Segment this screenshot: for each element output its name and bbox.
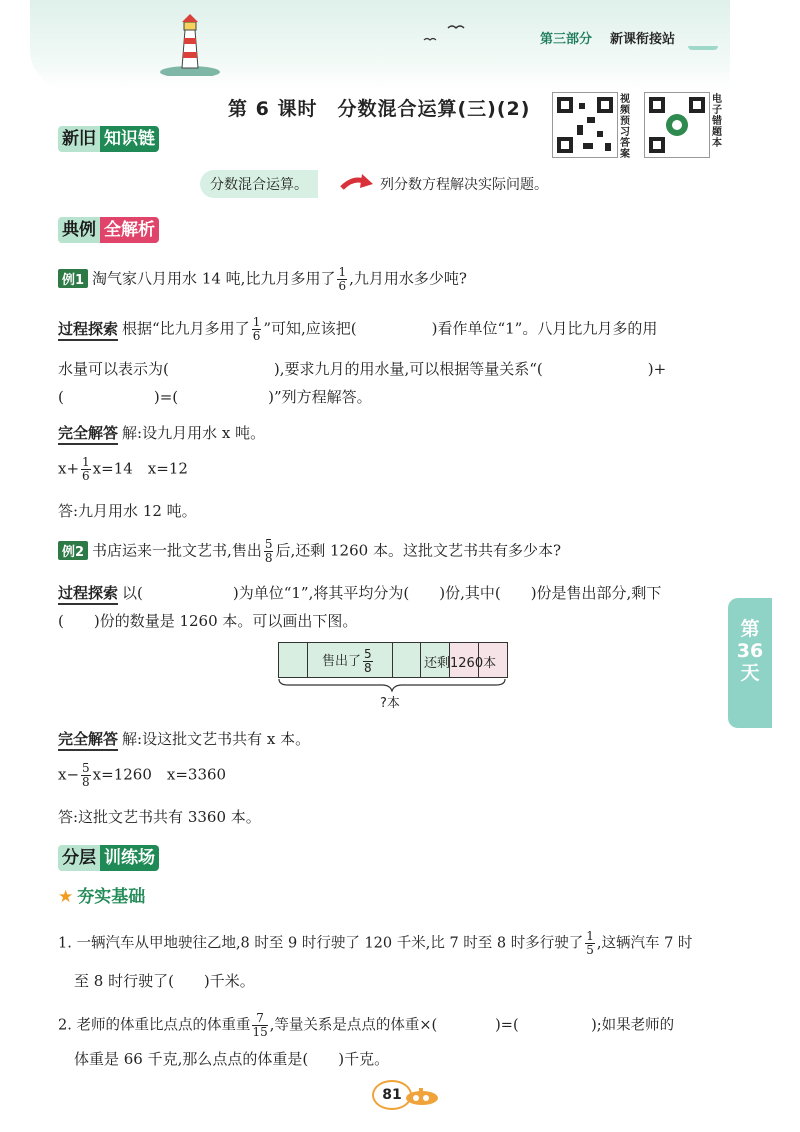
section-part: 第三部分 xyxy=(540,32,593,47)
denominator: 8 xyxy=(82,775,90,789)
tag-part-a: 典例 xyxy=(58,217,100,243)
example1-explore-line3: ( )=( )”列方程解答。 xyxy=(58,388,372,406)
text: x− xyxy=(58,765,80,784)
tag-part-a: 分层 xyxy=(58,845,100,871)
denominator: 6 xyxy=(252,329,261,343)
brace-icon xyxy=(278,678,506,692)
page-number: 81 xyxy=(372,1080,412,1110)
side-tab-line: 第 xyxy=(740,618,760,640)
fraction xyxy=(81,762,91,789)
example2-explore-line2: ( )份的数量是 1260 本。可以画出下图。 xyxy=(58,612,358,630)
example1-question xyxy=(58,266,467,293)
denominator: 5 xyxy=(586,943,594,957)
text: 售出了 xyxy=(322,654,362,669)
example2-equation xyxy=(58,762,226,789)
examples-tag xyxy=(58,217,159,243)
numerator: 1 xyxy=(252,315,261,329)
birds-icon xyxy=(420,20,480,50)
practice-tag xyxy=(58,845,159,871)
fraction xyxy=(363,648,373,675)
text: 2. 老师的体重比点点的体重重 xyxy=(58,1017,251,1034)
denominator: 6 xyxy=(82,469,90,483)
numerator: 1 xyxy=(82,455,90,469)
answer-label: 完全解答 xyxy=(58,730,118,751)
text: ,等量关系是点点的体重×( )=( );如果老师的 xyxy=(269,1017,675,1034)
text: x+ xyxy=(58,459,80,478)
fraction xyxy=(264,538,274,565)
knowledge-chain-tag xyxy=(58,126,159,152)
diagram-remaining-label: 还剩1260本 xyxy=(424,656,497,671)
text: 夯实基础 xyxy=(77,887,146,907)
bar-segment xyxy=(393,643,422,677)
section-name: 新课衔接站 xyxy=(610,32,676,47)
lesson-title: 第 6 课时 分数混合运算(三)(2) xyxy=(228,98,531,120)
text: 解:设九月用水 x 吨。 xyxy=(122,424,266,442)
fraction xyxy=(252,1012,267,1039)
arrow-right-icon xyxy=(340,172,374,194)
side-tab-line: 天 xyxy=(740,662,760,684)
answer-label: 完全解答 xyxy=(58,424,118,445)
day-side-tab[interactable] xyxy=(728,598,772,728)
example2-explore-line1 xyxy=(58,582,661,603)
numerator: 1 xyxy=(338,265,347,279)
text: ,这辆汽车 7 时 xyxy=(596,935,693,952)
practice-subhead xyxy=(58,882,145,907)
fraction xyxy=(337,266,347,293)
example1-explore-line1 xyxy=(58,316,657,343)
chain-to: 列分数方程解决实际问题。 xyxy=(380,177,548,193)
fraction xyxy=(252,316,262,343)
numerator: 7 xyxy=(252,1012,267,1026)
star-icon: ★ xyxy=(58,887,74,907)
text: x=14 x=12 xyxy=(92,459,188,478)
question-1-line1 xyxy=(58,930,692,957)
tag-part-b: 全解析 xyxy=(100,217,159,243)
explore-label: 过程探索 xyxy=(58,584,118,605)
submarine-icon xyxy=(404,1086,440,1106)
bar-segment xyxy=(279,643,308,677)
numerator: 1 xyxy=(586,929,594,943)
qr1-label: 视频预习答案 xyxy=(620,94,630,160)
example2-answer xyxy=(58,728,310,749)
numerator: 5 xyxy=(82,761,90,775)
fraction xyxy=(81,456,91,483)
text: 后,还剩 1260 本。这批文艺书共有多少本? xyxy=(275,541,561,560)
section-tab-decoration xyxy=(688,26,718,50)
text: ”可知,应该把( )看作单位“1”。八月比九月多的用 xyxy=(263,319,658,338)
text: 淘气家八月用水 14 吨,比九月多用了 xyxy=(92,269,336,288)
example1-equation xyxy=(58,456,188,483)
knowledge-chain xyxy=(200,170,600,198)
side-tab-line: 36 xyxy=(736,640,764,662)
numerator: 5 xyxy=(264,537,273,551)
tag-part-a: 新旧 xyxy=(58,126,100,152)
tag-part-b: 知识链 xyxy=(100,126,159,152)
example1-explore-line2: 水量可以表示为( ),要求九月的用水量,可以根据等量关系“( )+ xyxy=(58,360,667,378)
text: 根据“比九月多用了 xyxy=(122,319,250,338)
example1-answer xyxy=(58,422,265,443)
example1-conclusion: 答:九月用水 12 吨。 xyxy=(58,502,197,520)
chain-from: 分数混合运算。 xyxy=(200,170,318,198)
text: 解:设这批文艺书共有 x 本。 xyxy=(122,730,311,748)
text: 书店运来一批文艺书,售出 xyxy=(92,541,262,560)
example-tag: 例2 xyxy=(58,541,88,560)
denominator: 6 xyxy=(338,279,347,293)
denominator: 8 xyxy=(264,551,273,565)
diagram-total-label: ?本 xyxy=(380,696,400,711)
text: ,九月用水多少吨? xyxy=(349,269,467,288)
diagram-sold-label xyxy=(322,648,375,675)
qr-code-icon[interactable] xyxy=(552,92,618,158)
denominator: 15 xyxy=(252,1025,268,1039)
question-2-line2: 体重是 66 千克,那么点点的体重是( )千克。 xyxy=(74,1050,390,1068)
qr-code-icon[interactable] xyxy=(644,92,710,158)
text: 1. 一辆汽车从甲地驶往乙地,8 时至 9 时行驶了 120 千米,比 7 时至 8 时多行驶了 xyxy=(58,935,584,952)
tag-part-b: 训练场 xyxy=(100,845,159,871)
explore-label: 过程探索 xyxy=(58,320,118,341)
qr2-label: 电子错题本 xyxy=(712,94,722,149)
text: x=1260 x=3360 xyxy=(92,765,227,784)
lighthouse-icon xyxy=(160,12,220,76)
question-1-line2: 至 8 时行驶了( )千米。 xyxy=(74,972,255,990)
example2-conclusion: 答:这批文艺书共有 3360 本。 xyxy=(58,808,261,826)
numerator: 5 xyxy=(364,647,372,661)
denominator: 8 xyxy=(364,661,372,675)
example2-question xyxy=(58,538,561,565)
example-tag: 例1 xyxy=(58,269,88,288)
text: 以( )为单位“1”,将其平均分为( )份,其中( )份是售出部分,剩下 xyxy=(122,584,662,602)
question-2-line1 xyxy=(58,1012,674,1039)
fraction xyxy=(585,930,595,957)
